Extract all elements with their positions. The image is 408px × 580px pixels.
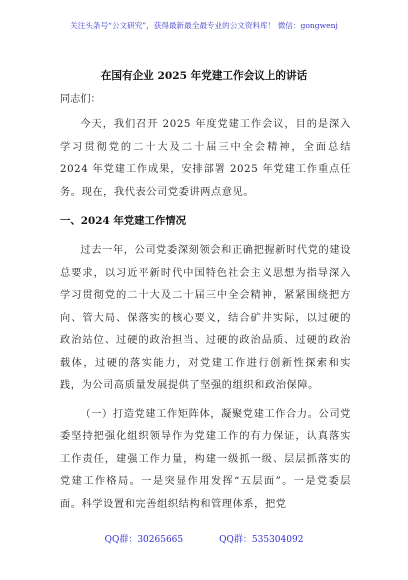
section1-paragraph-2: （一）打造党建工作矩阵体，凝聚党建工作合力。公司党委坚持把强化组织领导作为党建工作的有力保证，认真落实工作责任，建强工作力量，构建一级抓一级、层层抓落实的党建工作格局。一是突显作用发挥“五层面”。一是党委层面。科学设置和完善组织结构和管理体系，把党 — [60, 408, 351, 510]
footer-qq-group-1: QQ群：30265665 — [104, 535, 184, 545]
intro-paragraph: 今天，我们召开 2025 年度党建工作会议，目的是深入学习贯彻党的二十大及二十届三中全会精神，全面总结 2024 年党建工作成果，安排部署 2025 年党建工作重点任务。现在，我代表公司党委讲两点意见。 — [60, 119, 351, 198]
document-title: 在国有企业 2025 年党建工作会议上的讲话 — [100, 70, 308, 82]
section1-paragraph-1: 过去一年，公司党委深刻领会和正确把握新时代党的建设总要求，以习近平新时代中国特色社会主义思想为指导深入学习贯彻党的二十大及二十届三中全会精神，紧紧围绕把方向、管大局、保落实的核心要义，结合矿井实际，以过硬的政治站位、过硬的政治担当、过硬的政治品质、过硬的政治载体，过硬的落实能力，对党建工作进行创新性探索和实践，为公司高质量发展提供了坚强的组织和政治保障。 — [60, 245, 351, 391]
footer-contact — [0, 532, 408, 545]
document-body — [60, 92, 351, 522]
header-notice: 关注头条号“公文研究”，获得最新最全最专业的公文资料库！ 微信：gongwenj — [70, 21, 338, 30]
section-heading-1: 一、2024 年党建工作情况 — [60, 215, 187, 227]
footer-qq-group-2: QQ群：535304092 — [219, 535, 304, 545]
salutation: 同志们： — [60, 94, 101, 105]
